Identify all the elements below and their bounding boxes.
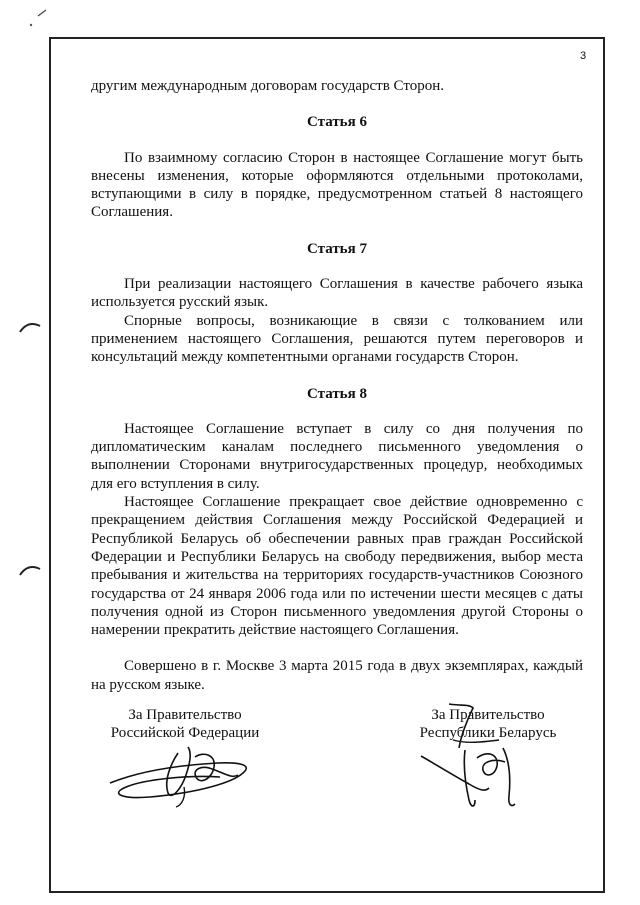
corner-tick-mark bbox=[36, 8, 48, 18]
article-7-paragraph-2: Спорные вопросы, возникающие в связи с толкованием или применением настоящего Соглашения, решаются путем переговоров и консультаций между компетентными органами государств Сторон. bbox=[91, 312, 583, 366]
article-7-heading: Статья 7 bbox=[307, 240, 367, 257]
signatory-belarus-line1: За Правительство bbox=[431, 707, 545, 723]
intro-line: другим международным договорам государств Сторон. bbox=[91, 78, 444, 94]
document-body bbox=[91, 77, 583, 694]
page-number: 3 bbox=[580, 50, 587, 62]
closing-statement: Совершено в г. Москве 3 марта 2015 года в двух экземплярах, каждый на русском языке. bbox=[91, 658, 583, 693]
binder-hole-mark bbox=[18, 563, 42, 577]
article-7-paragraph-1: При реализации настоящего Соглашения в качестве рабочего языка используется русский язык. bbox=[91, 276, 583, 311]
signatory-russia-line1: За Правительство bbox=[128, 707, 242, 723]
corner-tick-mark bbox=[28, 22, 34, 28]
article-8-paragraph-1: Настоящее Соглашение вступает в силу со дня получения по дипломатическим каналам последнего письменного уведомления о выполнении Сторонами внутригосударственных процедур, необходимых для его вступления в силу. bbox=[91, 420, 583, 492]
signatory-belarus-line2: Республики Беларусь bbox=[419, 725, 557, 742]
signatory-russia-line2: Российской Федерации bbox=[110, 725, 260, 742]
signature-russia bbox=[100, 735, 265, 810]
article-8-paragraph-2: Настоящее Соглашение прекращает свое действие одновременно с прекращением действия Соглашения между Российской Федерацией и Республикой Беларусь об обеспечении равных прав граждан Российской Федерации и Республики Беларусь на свободу передвижения, выбор места пребывания и жительства на территориях государств-участников Союзного государства от 24 января 2006 года или по истечении шести месяцев с даты получения одной из Сторон письменного уведомления другой Стороны о намерении прекратить действие настоящего Соглашения. bbox=[91, 494, 583, 639]
article-8-heading: Статья 8 bbox=[307, 385, 367, 402]
binder-hole-mark bbox=[18, 320, 42, 334]
article-6-heading: Статья 6 bbox=[307, 114, 367, 131]
signature-belarus bbox=[413, 700, 533, 812]
article-6-paragraph: По взаимному согласию Сторон в настоящее Соглашение могут быть внесены изменения, которые оформляются отдельными протоколами, вступающими в силу в порядке, предусмотренном статьей 8 настоящего Соглашения. bbox=[91, 149, 583, 221]
